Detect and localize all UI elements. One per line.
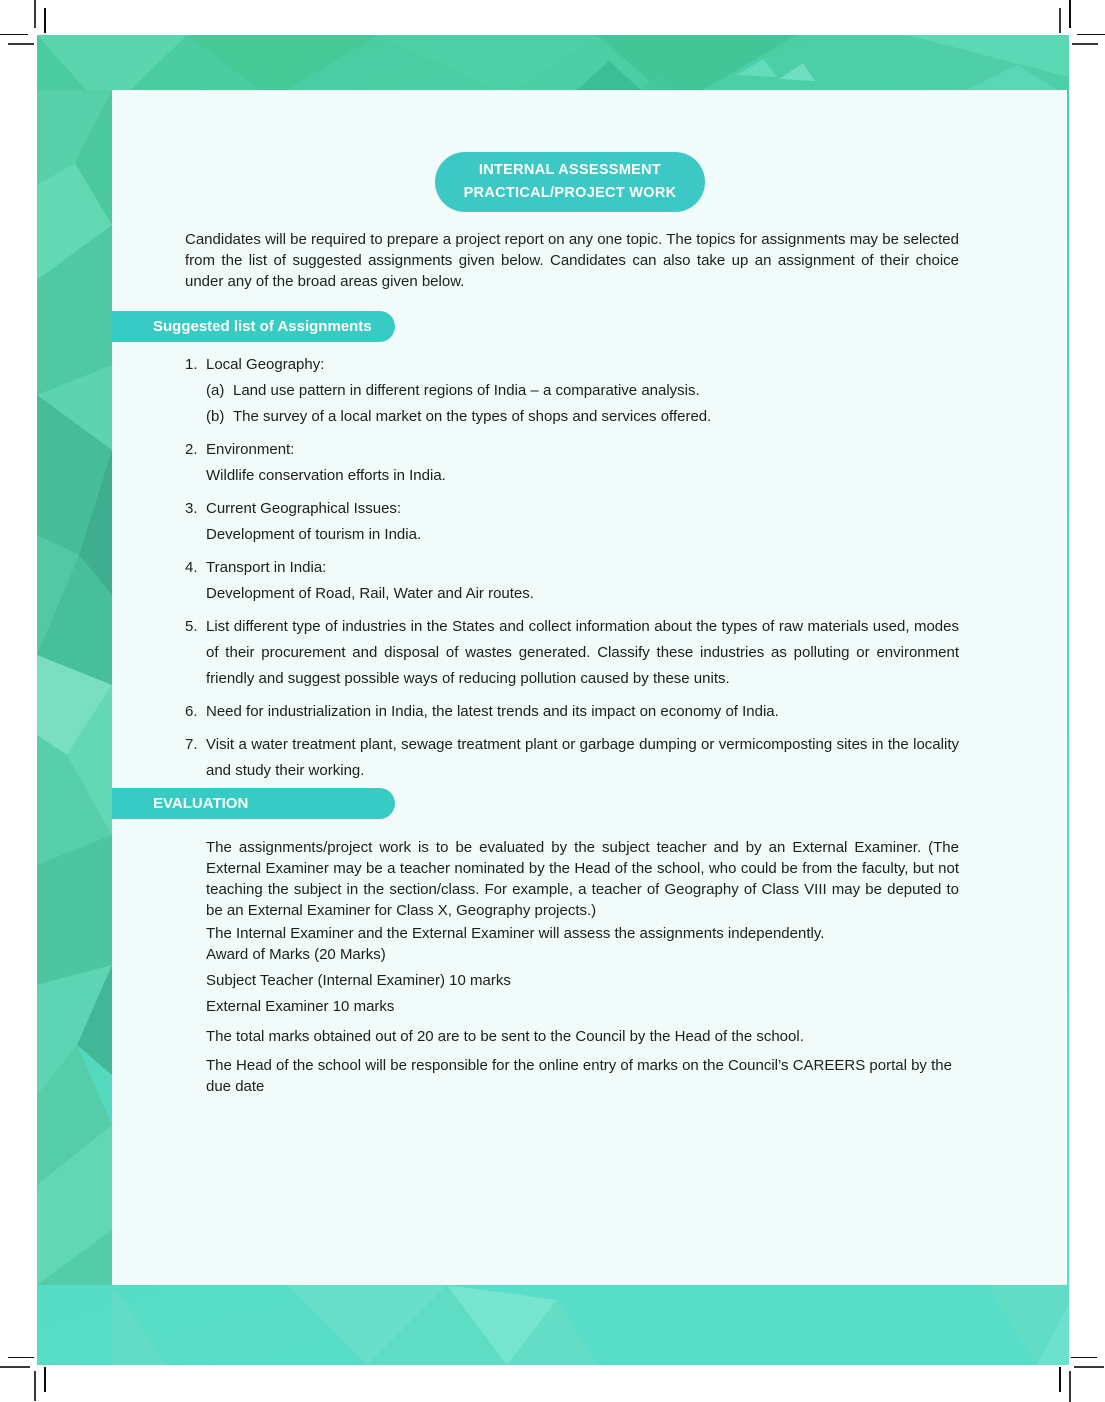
sub-item-text: The survey of a local market on the types of shops and services offered. (233, 408, 712, 425)
crop-mark (44, 8, 46, 33)
assignments-banner-label: Suggested list of Assignments (153, 318, 372, 335)
item-body: Visit a water treatment plant, sewage treatment plant or garbage dumping or vermicomposting sites in the locality and study their working. (206, 736, 959, 779)
crop-mark (1059, 1367, 1061, 1392)
intro-paragraph: Candidates will be required to prepare a project report on any one topic. The topics for assignments may be selected from the list of suggested assignments given below. Candidates can also take up an assignment of their choice under any of the broad areas given below. (185, 231, 959, 290)
assignments-list (185, 352, 959, 791)
crop-mark (1074, 1366, 1104, 1368)
sub-item-label: (a) (206, 382, 225, 399)
evaluation-paragraph: The total marks obtained out of 20 are to be sent to the Council by the Head of the school. (206, 1028, 804, 1045)
evaluation-line: The Internal Examiner and the External Examiner will assess the assignments independently. (206, 925, 825, 942)
item-title: Environment: (206, 441, 295, 458)
item-body: Wildlife conservation efforts in India. (206, 467, 446, 484)
crop-mark (0, 34, 28, 36)
item-body: Need for industrialization in India, the latest trends and its impact on economy of India. (206, 703, 779, 720)
crop-mark (1069, 1371, 1071, 1402)
evaluation-banner-label: EVALUATION (153, 795, 249, 812)
item-number: 4. (185, 559, 198, 576)
crop-mark (1059, 8, 1061, 33)
sub-item-label: (b) (206, 408, 225, 425)
crop-mark (8, 43, 34, 45)
item-body: Development of Road, Rail, Water and Air routes. (206, 585, 534, 602)
evaluation-banner (112, 788, 395, 819)
item-number: 3. (185, 500, 198, 517)
crop-mark (34, 1371, 36, 1401)
crop-mark (1069, 0, 1071, 28)
list-item (185, 614, 959, 692)
sub-item (206, 404, 959, 430)
evaluation-section (206, 837, 959, 1102)
list-item (185, 732, 959, 784)
crop-mark (1071, 1357, 1097, 1359)
evaluation-paragraph: The Head of the school will be responsible for the online entry of marks on the Council’s CAREERS portal by the due date (206, 1057, 952, 1095)
evaluation-paragraph (206, 923, 959, 965)
evaluation-paragraph: External Examiner 10 marks (206, 998, 395, 1015)
item-body: List different type of industries in the States and collect information about the types of raw materials used, modes of their procurement and disposal of wastes generated. Classify these industries as polluting or environment friendly and suggest possible ways of reducing pollution caused by these units. (206, 618, 959, 687)
item-body: Development of tourism in India. (206, 526, 422, 543)
crop-mark (1077, 34, 1105, 36)
crop-mark (8, 1357, 34, 1359)
crop-mark (1072, 43, 1098, 45)
evaluation-paragraph: Subject Teacher (Internal Examiner) 10 marks (206, 972, 511, 989)
list-item (185, 496, 959, 548)
item-number: 6. (185, 703, 198, 720)
item-title: Local Geography: (206, 356, 325, 373)
badge-line1: INTERNAL ASSESSMENT (478, 162, 662, 178)
crop-mark (0, 1366, 30, 1368)
list-item (185, 437, 959, 489)
list-item (185, 699, 959, 725)
crop-mark (34, 0, 36, 28)
item-number: 1. (185, 356, 198, 373)
content-card (112, 90, 1067, 1285)
sub-item-text: Land use pattern in different regions of India – a comparative analysis. (233, 382, 700, 399)
item-number: 2. (185, 441, 198, 458)
crop-mark (44, 1367, 46, 1392)
badge-line2: PRACTICAL/PROJECT WORK (463, 185, 677, 201)
evaluation-paragraph: The assignments/project work is to be evaluated by the subject teacher and by an External Examiner. (The External Examiner may be a teacher nominated by the Head of the school, who could be from the faculty, but not teaching the subject in the section/class. For example, a teacher of Geography of Class VIII may be deputed to be an External Examiner for Class X, Geography projects.) (206, 839, 959, 919)
assignments-banner (112, 311, 395, 342)
evaluation-line: Award of Marks (20 Marks) (206, 946, 386, 963)
item-title: Transport in India: (206, 559, 327, 576)
list-item (185, 555, 959, 607)
section-badge (435, 152, 705, 212)
item-number: 7. (185, 736, 198, 753)
sub-item (206, 378, 959, 404)
item-number: 5. (185, 618, 198, 635)
item-title: Current Geographical Issues: (206, 500, 402, 517)
list-item (185, 352, 959, 430)
